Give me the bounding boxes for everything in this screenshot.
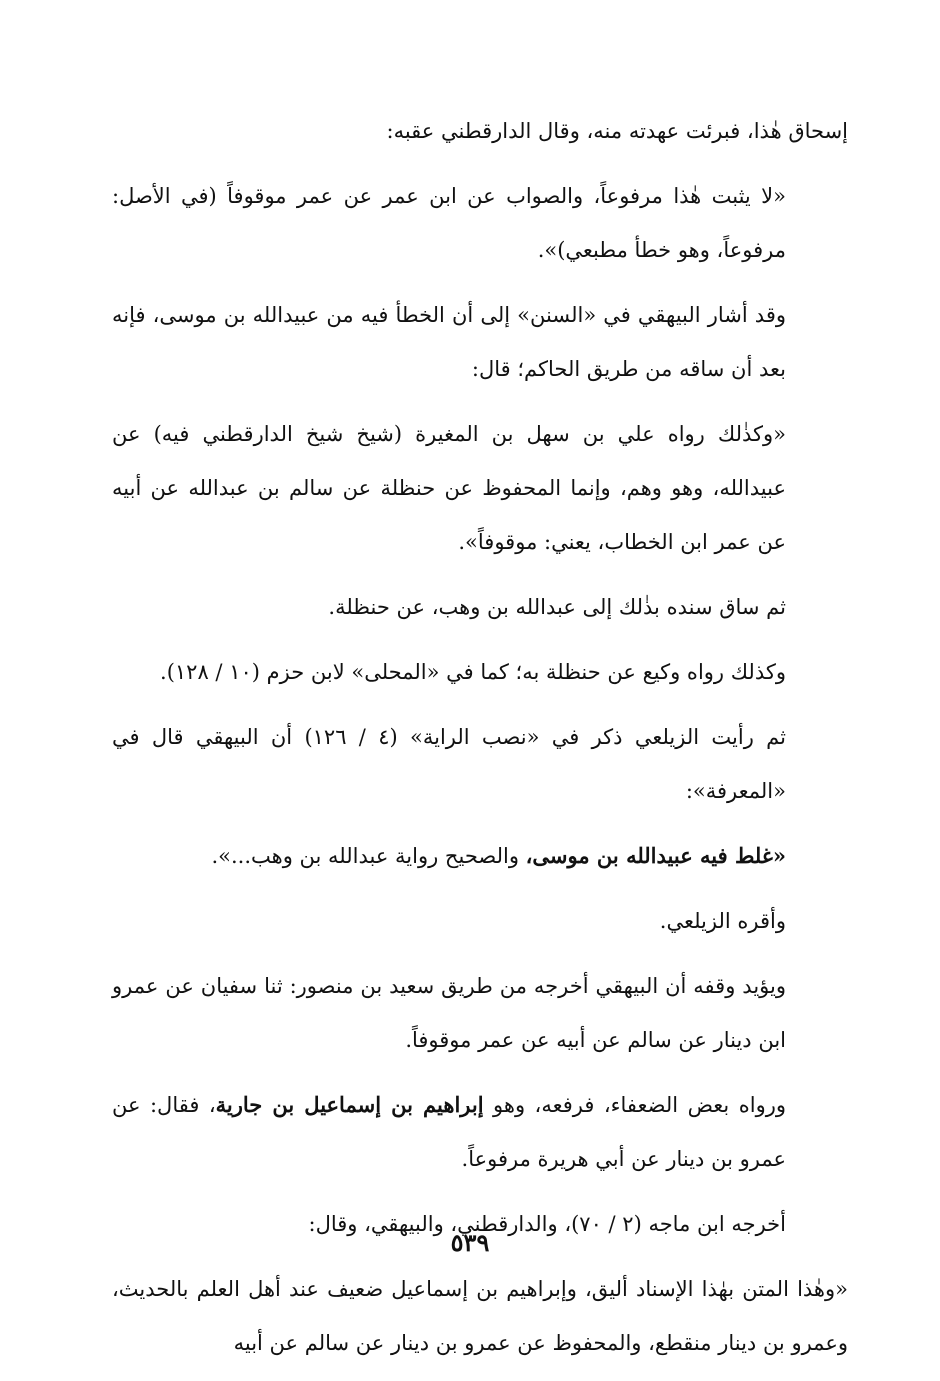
quote-lead-bold: «غلط فيه عبيدالله بن موسى، — [525, 843, 786, 868]
paragraph-4-quote — [112, 407, 848, 569]
paragraph-text: إسحاق هٰذا، فبرئت عهدته منه، وقال الدارقطني عقبه: — [386, 119, 848, 143]
paragraph-text: وكذلك رواه وكيع عن حنظلة به؛ كما في «المحلى» لابن حزم (١٠ / ١٢٨). — [160, 660, 786, 684]
paragraph-text: ، فقال: عن عمرو بن دينار عن أبي هريرة مرفوعاً. — [112, 1093, 786, 1171]
page-number: ٥٣٩ — [450, 1228, 490, 1257]
paragraph-text: ثم ساق سنده بذٰلك إلى عبدالله بن وهب، عن حنظلة. — [328, 595, 786, 619]
paragraph-text: «وهٰذا المتن بهٰذا الإسناد أليق، وإبراهيم بن إسماعيل ضعيف عند أهل العلم بالحديث، وعمرو بن دينار منقطع، والمحفوظ عن عمرو بن دينار عن سالم عن أبيه — [112, 1277, 848, 1355]
paragraph-text: وأقره الزيلعي. — [659, 909, 786, 933]
paragraph-10 — [112, 959, 848, 1067]
paragraph-6 — [112, 645, 848, 699]
paragraph-text: ويؤيد وقفه أن البيهقي أخرجه من طريق سعيد بن منصور: ثنا سفيان عن عمرو ابن دينار عن سالم عن أبيه عن عمر موقوفاً. — [112, 974, 786, 1052]
narrator-name-bold: إبراهيم بن إسماعيل بن جارية — [215, 1092, 484, 1117]
paragraph-7 — [112, 710, 848, 818]
page-body — [112, 104, 848, 1381]
paragraph-text: أخرجه ابن ماجه (٢ / ٧٠)، والدارقطني، والبيهقي، وقال: — [308, 1212, 786, 1236]
paragraph-11 — [112, 1078, 848, 1186]
paragraph-9 — [112, 894, 848, 948]
paragraph-8-quote — [112, 829, 848, 883]
paragraph-text: ثم رأيت الزيلعي ذكر في «نصب الراية» (٤ / ١٢٦) أن البيهقي قال في «المعرفة»: — [112, 725, 786, 803]
paragraph-3 — [112, 288, 848, 396]
paragraph-text: وقد أشار البيهقي في «السنن» إلى أن الخطأ فيه من عبيدالله بن موسى، فإنه بعد أن ساقه من طريق الحاكم؛ قال: — [112, 303, 786, 381]
paragraph-text: والصحيح رواية عبدالله بن وهب...». — [211, 844, 526, 868]
paragraph-2-quote — [112, 169, 848, 277]
paragraph-text-pre: ورواه بعض الضعفاء، فرفعه، وهو — [483, 1093, 787, 1117]
paragraph-text: «لا يثبت هٰذا مرفوعاً، والصواب عن ابن عمر عن عمر موقوفاً (في الأصل: مرفوعاً، وهو خطأ مطبعي)». — [112, 184, 786, 262]
paragraph-13-quote — [112, 1262, 848, 1370]
paragraph-text: «وكذٰلك رواه علي بن سهل بن المغيرة (شيخ شيخ الدارقطني فيه) عن عبيدالله، وهو وهم، وإنما المحفوظ عن حنظلة عن سالم بن عبدالله عن أبيه عن عمر ابن الخطاب، يعني: موقوفاً». — [112, 422, 786, 554]
paragraph-1 — [112, 104, 848, 158]
paragraph-5 — [112, 580, 848, 634]
